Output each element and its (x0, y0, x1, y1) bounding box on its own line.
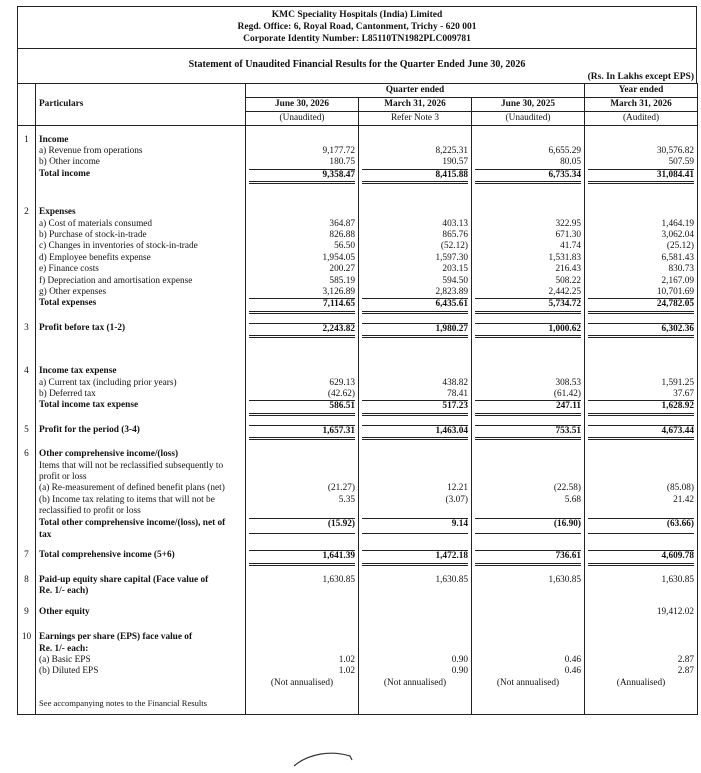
table-row: profit or loss (18, 472, 698, 483)
table-row: Re. 1/- each: (18, 644, 698, 655)
table-row: b) Purchase of stock-in-trade 826.88 865.76 671.30 3,062.04 (18, 230, 698, 241)
expenses-heading-row: 2 Expenses (18, 207, 698, 218)
total-row: Total income tax expense 586.51 517.23 247.11 1,628.92 (18, 400, 698, 415)
header-row-1 (18, 84, 698, 98)
table-row: e) Finance costs 200.27 203.15 216.43 830.73 (18, 264, 698, 275)
table-row: a) Cost of materials consumed 364.87 403.13 322.95 1,464.19 (18, 219, 698, 230)
year-ended-header: Year ended (585, 84, 698, 98)
company-name: KMC Speciality Hospitals (India) Limited (271, 10, 443, 20)
table-row: g) Other expenses 3,126.89 2,823.89 2,442.25 10,701.69 (18, 287, 698, 298)
table-row: (b) Income tax relating to items that will not be 5.35 (3.07) 5.68 21.42 (18, 495, 698, 506)
units-note: (Rs. In Lakhs except EPS) (587, 72, 694, 82)
total-row: Total income 9,358.47 8,415.88 6,735.34 31,084.41 (18, 169, 698, 184)
table-row: f) Depreciation and amortisation expense 585.19 594.50 508.22 2,167.09 (18, 276, 698, 287)
statement-title-row (17, 48, 697, 83)
financial-results-sheet (17, 6, 697, 715)
total-comprehensive-income-row: 7 Total comprehensive income (5+6) 1,641.39 1,472.18 736.61 4,609.78 (18, 550, 698, 565)
table-row: reclassified to profit or loss (18, 506, 698, 517)
footnote: See accompanying notes to the Financial Results (36, 698, 246, 715)
col-sub-2: Refer Note 3 (359, 112, 472, 126)
col-header-4: March 31, 2026 (585, 98, 698, 112)
table-row: Re. 1/- each) (18, 586, 698, 597)
footnote-row (18, 698, 698, 715)
col-sub-4: (Audited) (585, 112, 698, 126)
statement-title: Statement of Unaudited Financial Results for the Quarter Ended June 30, 2026 (188, 59, 526, 70)
total-row: Total expenses 7,114.65 6,435.61 5,734.72 24,782.05 (18, 298, 698, 313)
basic-eps-row: (a) Basic EPS 1.02 0.90 0.46 2.87 (18, 655, 698, 666)
table-row: tax (18, 530, 698, 541)
table-row: (a) Re-measurement of defined benefit plans (net) (21.27) 12.21 (22.58) (85.08) (18, 483, 698, 494)
table-row: d) Employee benefits expense 1,954.05 1,597.30 1,531.83 6,581.43 (18, 253, 698, 264)
annualisation-row: (Not annualised) (Not annualised) (Not annualised) (Annualised) (18, 678, 698, 689)
col-header-1: June 30, 2026 (246, 98, 359, 112)
table-row: c) Changes in inventories of stock-in-trade 56.50 (52.12) 41.74 (25.12) (18, 241, 698, 252)
total-row: Total other comprehensive income/(loss), net of (15.92) 9.14 (16.90) (63.66) (18, 518, 698, 530)
registered-office: Regd. Office: 6, Royal Road, Cantonment, Trichy - 620 001 (237, 22, 477, 32)
signature-mark (290, 748, 360, 770)
income-tax-heading-row: 4 Income tax expense (18, 366, 698, 377)
table-row: b) Deferred tax (42.62) 78.41 (61.42) 37.67 (18, 389, 698, 400)
table-row: Items that will not be reclassified subsequently to (18, 461, 698, 472)
corporate-identity-number: Corporate Identity Number: L85110TN1982PLC009781 (243, 34, 471, 44)
col-sub-3: (Unaudited) (472, 112, 585, 126)
particulars-header: Particulars (36, 84, 246, 126)
table-row: a) Current tax (including prior years) 629.13 438.82 308.53 1,591.25 (18, 378, 698, 389)
table-row: a) Revenue from operations 9,177.72 8,225.31 6,655.29 30,576.82 (18, 146, 698, 157)
profit-for-period-row: 5 Profit for the period (3-4) 1,657.31 1,463.04 753.51 4,673.44 (18, 425, 698, 440)
results-table (17, 83, 698, 715)
col-header-2: March 31, 2026 (359, 98, 472, 112)
profit-before-tax-row: 3 Profit before tax (1-2) 2,243.82 1,980.27 1,000.62 6,302.36 (18, 323, 698, 338)
income-heading-row: 1 Income (18, 135, 698, 146)
col-header-3: June 30, 2025 (472, 98, 585, 112)
other-equity-row: 9 Other equity 19,412.02 (18, 607, 698, 618)
company-header (17, 6, 697, 48)
quarter-ended-header: Quarter ended (246, 84, 585, 98)
col-sub-1: (Unaudited) (246, 112, 359, 126)
table-row: b) Other income 180.75 190.57 80.05 507.59 (18, 157, 698, 168)
oci-heading-row: 6 Other comprehensive income/(loss) (18, 449, 698, 460)
diluted-eps-row: (b) Diluted EPS 1.02 0.90 0.46 2.87 (18, 666, 698, 677)
eps-heading-row: 10 Earnings per share (EPS) face value of (18, 632, 698, 643)
paid-up-capital-row: 8 Paid-up equity share capital (Face value of 1,630.85 1,630.85 1,630.85 1,630.85 (18, 575, 698, 586)
